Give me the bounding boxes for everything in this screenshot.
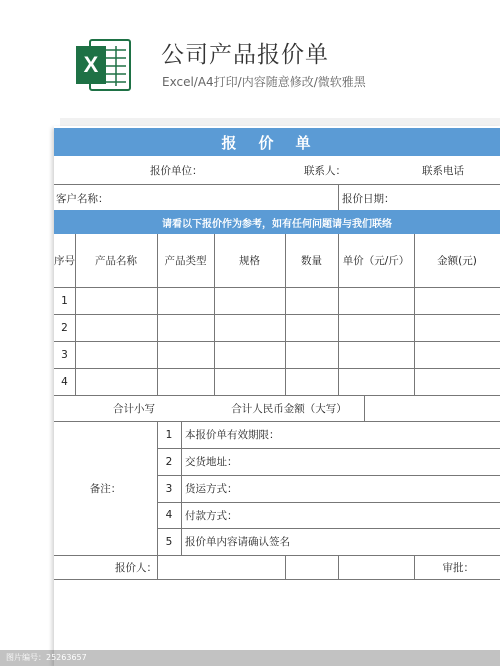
remark-text: 货运方式： [185, 483, 238, 495]
notice-text: 请看以下报价作为参考，如有任何问题请与我们联络 [162, 218, 392, 230]
notice-band [54, 210, 500, 234]
excel-icon [72, 34, 134, 96]
column-header: 金额(元) [437, 255, 477, 267]
quoter-label: 报价人： [115, 561, 157, 574]
quote-unit-label: 报价单位： [150, 164, 203, 177]
remark-number: 1 [165, 428, 173, 441]
phone-label: 联系电话 [422, 164, 464, 177]
remark-text: 报价单内容请确认签名 [185, 536, 290, 548]
row-number: 3 [61, 348, 68, 361]
remark-number: 3 [165, 482, 173, 495]
sheet-title-band [54, 128, 500, 156]
watermark-strip [0, 650, 500, 666]
header [0, 0, 500, 110]
approver-label: 审批： [442, 561, 474, 574]
remark-number: 4 [165, 509, 173, 521]
sheet-title: 报价单 [221, 133, 333, 152]
row-number: 2 [61, 321, 68, 334]
total-rmb-uppercase-label: 合计人民币金额（大写） [231, 402, 347, 415]
page-title: 公司产品报价单 [161, 42, 329, 68]
remark-text: 交货地址： [185, 456, 238, 468]
contact-label: 联系人： [304, 164, 346, 177]
quotation-sheet [54, 126, 500, 666]
remark-text: 付款方式： [185, 509, 238, 522]
page-subtitle: Excel/A4打印/内容随意修改/微软雅黑 [162, 75, 366, 89]
total-lowercase-label: 合计小写 [113, 402, 155, 415]
column-header: 序号 [54, 255, 75, 267]
column-header: 产品类型 [164, 255, 207, 267]
column-header: 规格 [239, 255, 260, 267]
customer-name-label: 客户名称： [56, 192, 109, 205]
remark-number: 5 [165, 535, 173, 548]
column-header: 数量 [301, 255, 322, 267]
column-header: 单价（元/斤） [342, 255, 410, 267]
quote-date-label: 报价日期： [342, 192, 395, 205]
row-number: 4 [61, 375, 68, 388]
remarks-label: 备注： [89, 482, 122, 495]
row-number: 1 [61, 294, 68, 307]
excel-icon-letter: X [83, 52, 99, 77]
remark-text: 本报价单有效期限： [185, 429, 280, 441]
column-header: 产品名称 [95, 255, 137, 267]
watermark-text: 图片编号：25263657 [6, 653, 87, 662]
remark-number: 2 [165, 455, 173, 468]
